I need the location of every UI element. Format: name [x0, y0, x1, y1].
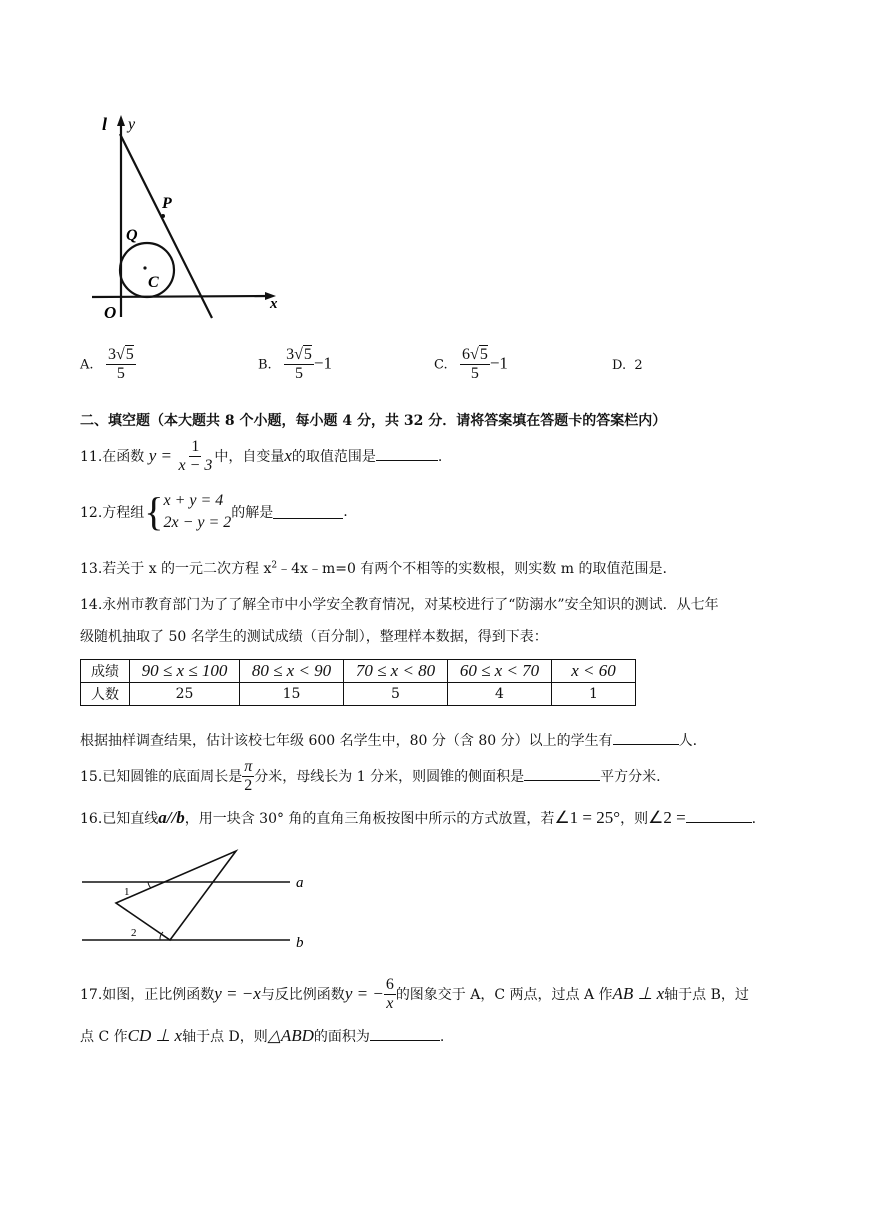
question-17-line-2: 点 C 作CD ⊥ x轴于点 D，则△ABD的面积为 .: [80, 1026, 445, 1045]
answer-blank-12[interactable]: [273, 506, 343, 519]
option-c-value: $\frac{6√5}{5}$: [462, 346, 488, 383]
count-cell: 15: [240, 683, 344, 706]
range-cell: 80 ≤ x < 90: [240, 660, 344, 683]
answer-blank-11[interactable]: [376, 448, 438, 461]
row-head-count: 人数: [81, 683, 130, 706]
equation-2: 2x − y = 2: [163, 514, 232, 531]
question-13: 13.若关于 x 的一元二次方程 $x^2﹣4x﹣m=0$ 有两个不相等的实数根，则实数 m 的取值范围是.: [80, 560, 667, 577]
label-q: Q: [126, 227, 138, 244]
question-12: 12.方程组{ x + y = 4 2x − y = 2 的解是 .: [80, 489, 348, 534]
point-p: [161, 214, 165, 218]
equation-1: x + y = 4: [163, 492, 224, 509]
answer-blank-17[interactable]: [370, 1028, 440, 1041]
option-d-label: D.: [612, 358, 627, 373]
range-cell: x < 60: [552, 660, 636, 683]
option-d-value: 2: [634, 358, 643, 373]
question-17-line-1: 17.如图，正比例函数y = −x与反比例函数y = − $\frac{6}{x}$ 的图象交于 A，C 两点，过点 A 作AB ⊥ x轴于点 B，过: [80, 976, 749, 1013]
answer-blank-14[interactable]: [613, 732, 679, 745]
question-14-line-2: 级随机抽取了 50 名学生的测试成绩（百分制），整理样本数据，得到下表：: [80, 629, 548, 645]
option-a-value: $\frac{3√5}{5}$: [107, 346, 134, 383]
range-cell: 70 ≤ x < 80: [344, 660, 448, 683]
label-o: O: [104, 303, 117, 322]
count-cell: 4: [448, 683, 552, 706]
label-c: C: [148, 274, 159, 291]
answer-blank-16[interactable]: [686, 810, 752, 823]
count-cell: 1: [552, 683, 636, 706]
row-head-score: 成绩: [81, 660, 130, 683]
question-14-after: 根据抽样调查结果，估计该校七年级 600 名学生中，80 分（含 80 分）以上的学生有 人.: [80, 733, 698, 749]
option-d[interactable]: [612, 358, 643, 373]
figure-parallel-lines: [78, 845, 318, 957]
answer-blank-15[interactable]: [524, 768, 600, 781]
option-b[interactable]: B. $\frac{3√5}{5}$ −1: [258, 346, 332, 383]
center-dot: [143, 266, 146, 269]
option-a-label: A.: [80, 357, 94, 373]
label-b: b: [296, 935, 304, 951]
section-heading: 二、填空题（本大题共 8 个小题，每小题 4 分，共 32 分．请将答案填在答题卡的答案栏内）: [80, 413, 667, 429]
angle-1-arc: [148, 882, 151, 888]
question-16: 16.已知直线a//b，用一块含 30° 角的直角三角板按图中所示的方式放置，若∠1 = 25°，则∠2 = .: [80, 808, 757, 827]
question-11: 11.在函数 y = $\frac{1}{x - 3}$ 中，自变量x的取值范围是 .: [80, 438, 443, 475]
question-14-line-1: 14.永州市教育部门为了了解全市中小学安全教育情况，对某校进行了“防溺水”安全知识的测试．从七年: [80, 597, 719, 613]
range-cell: 90 ≤ x ≤ 100: [130, 660, 240, 683]
y-axis-arrow: [117, 115, 125, 126]
label-y: y: [128, 116, 136, 133]
label-2: 2: [131, 927, 137, 939]
label-p: P: [162, 195, 172, 212]
option-a[interactable]: [80, 346, 136, 384]
circle-c: [120, 243, 174, 297]
count-cell: 25: [130, 683, 240, 706]
label-l: l: [102, 114, 108, 134]
label-x: x: [270, 296, 278, 312]
figure-circle-tangent: [90, 112, 300, 327]
label-1: 1: [124, 886, 130, 898]
label-a: a: [296, 875, 304, 891]
question-15: 15.已知圆锥的底面周长是 $\frac{\pi}{2}$ 分米，母线长为 1 分米，则圆锥的侧面积是 平方分米.: [80, 758, 661, 795]
option-c-label: C.: [434, 357, 448, 373]
option-b-value: $\frac{3√5}{5}$: [286, 346, 312, 383]
table-row: [81, 683, 636, 706]
option-b-label: B.: [258, 357, 272, 373]
x-axis: [92, 296, 270, 297]
option-c[interactable]: C. $\frac{6√5}{5}$ −1: [434, 346, 508, 383]
range-cell: 60 ≤ x < 70: [448, 660, 552, 683]
score-table: [80, 659, 636, 706]
table-row: [81, 660, 636, 683]
count-cell: 5: [344, 683, 448, 706]
